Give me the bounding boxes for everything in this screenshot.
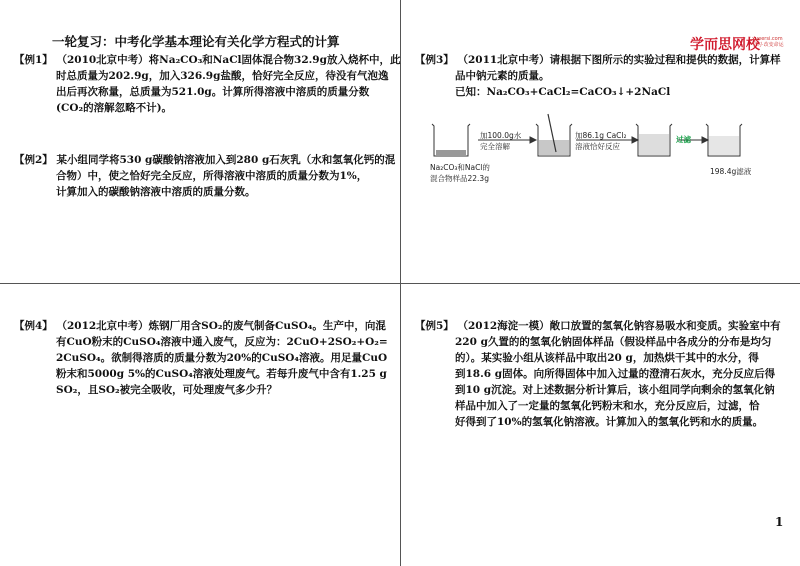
sample-label-a: Na₂CO₃和NaCl的 (430, 163, 490, 172)
example-5-line-6: 样品中加入了一定量的氢氧化钙粉末和水，充分反应后，过滤，恰 (455, 400, 760, 412)
example-4-line-2: 有CuO粉末的CuSO₄溶液中通入废气，反应为：2CuO+2SO₂+O₂= (56, 336, 388, 348)
step-1-label-b: 完全溶解 (480, 142, 510, 151)
example-5-line-7: 好得到了10%的氢氧化钠溶液。计算加入的氢氧化钙和水的质量。 (455, 416, 764, 428)
example-4-line-4: 粉末和5000g 5%的CuSO₄溶液处理废气。若每升废气中含有1.25 g (56, 368, 387, 380)
page-number: 1 (775, 515, 784, 529)
logo-subtitle-slogan: 学习·改变命运 (752, 42, 784, 48)
example-4-line-3: 2CuSO₄。欲制得溶质的质量分数为20%的CuSO₄溶液。用足量CuO (56, 352, 388, 364)
sample-label-b: 混合物样品22.3g (430, 174, 489, 183)
logo-subtitle-domain: xueersi.com (752, 36, 783, 42)
example-1-line-4: (CO₂的溶解忽略不计)。 (56, 102, 173, 114)
step-2-label-b: 溶液恰好反应 (575, 142, 620, 151)
example-5-line-1: 【例5】 （2012海淀一模）敞口放置的氢氧化钠容易吸水和变质。实验室中有 (415, 320, 781, 332)
example-1-line-3: 出后再次称量，总质量为521.0g。计算所得溶液中溶质的质量分数 (56, 86, 370, 98)
example-1-line-2: 时总质量为202.9g，加入326.9g盐酸，恰好完全反应，待没有气泡逸 (56, 70, 389, 82)
school-logo: 学而思网校 (690, 37, 760, 53)
example-5-line-5: 到10 g沉淀。对上述数据分析计算后，该小组同学向剩余的氢氧化钠 (455, 384, 775, 396)
example-5-line-2: 220 g久置的的氢氧化钠固体样品（假设样品中各成分的分布是均匀 (455, 336, 772, 348)
beaker-3 (636, 124, 672, 156)
example-5-line-4: 到18.6 g固体。向所得固体中加入过量的澄清石灰水，充分反应后得 (455, 368, 776, 380)
example-3-line-3: 已知：Na₂CO₃+CaCl₂=CaCO₃↓+2NaCl (455, 86, 671, 98)
step-2-label-a: 加86.1g CaCl₂ (575, 131, 627, 140)
beaker-4 (706, 124, 742, 156)
example-3-line-1: 【例3】 （2011北京中考）请根据下图所示的实验过程和提供的数据，计算样 (415, 54, 781, 66)
example-2-line-1: 【例2】 某小组同学将530 g碳酸钠溶液加入到280 g石灰乳（水和氢氧化钙的混 (14, 154, 396, 166)
beaker-2 (536, 114, 572, 156)
example-4-line-1: 【例4】 （2012北京中考）炼钢厂用含SO₂的废气制备CuSO₄。生产中，向混 (14, 320, 386, 332)
beaker-1 (432, 124, 470, 156)
logo-subtitle (752, 36, 784, 48)
example-3-line-2: 品中钠元素的质量。 (455, 70, 550, 82)
step-1-label-a: 加100.0g水 (480, 131, 522, 140)
filtrate-label: 198.4g滤液 (710, 167, 752, 176)
example-2-line-3: 计算加入的碳酸钠溶液中溶质的质量分数。 (56, 186, 256, 198)
example-1-line-1: 【例1】 （2010北京中考）将Na₂CO₃和NaCl固体混合物32.9g放入烧杯中，此 (14, 54, 401, 66)
horizontal-divider (0, 283, 800, 284)
page-title: 一轮复习：中考化学基本理论有关化学方程式的计算 (52, 34, 340, 49)
step-3-label: 过滤 (676, 135, 691, 144)
example-5-line-3: 的）。某实验小组从该样品中取出20 g，加热烘干其中的水分，得 (455, 352, 759, 364)
example-2-line-2: 合物）中，使之恰好完全反应，所得溶液中溶质的质量分数为1%， (56, 170, 368, 182)
example-4-line-5: SO₂，且SO₂被完全吸收，可处理废气多少升？ (56, 384, 278, 396)
